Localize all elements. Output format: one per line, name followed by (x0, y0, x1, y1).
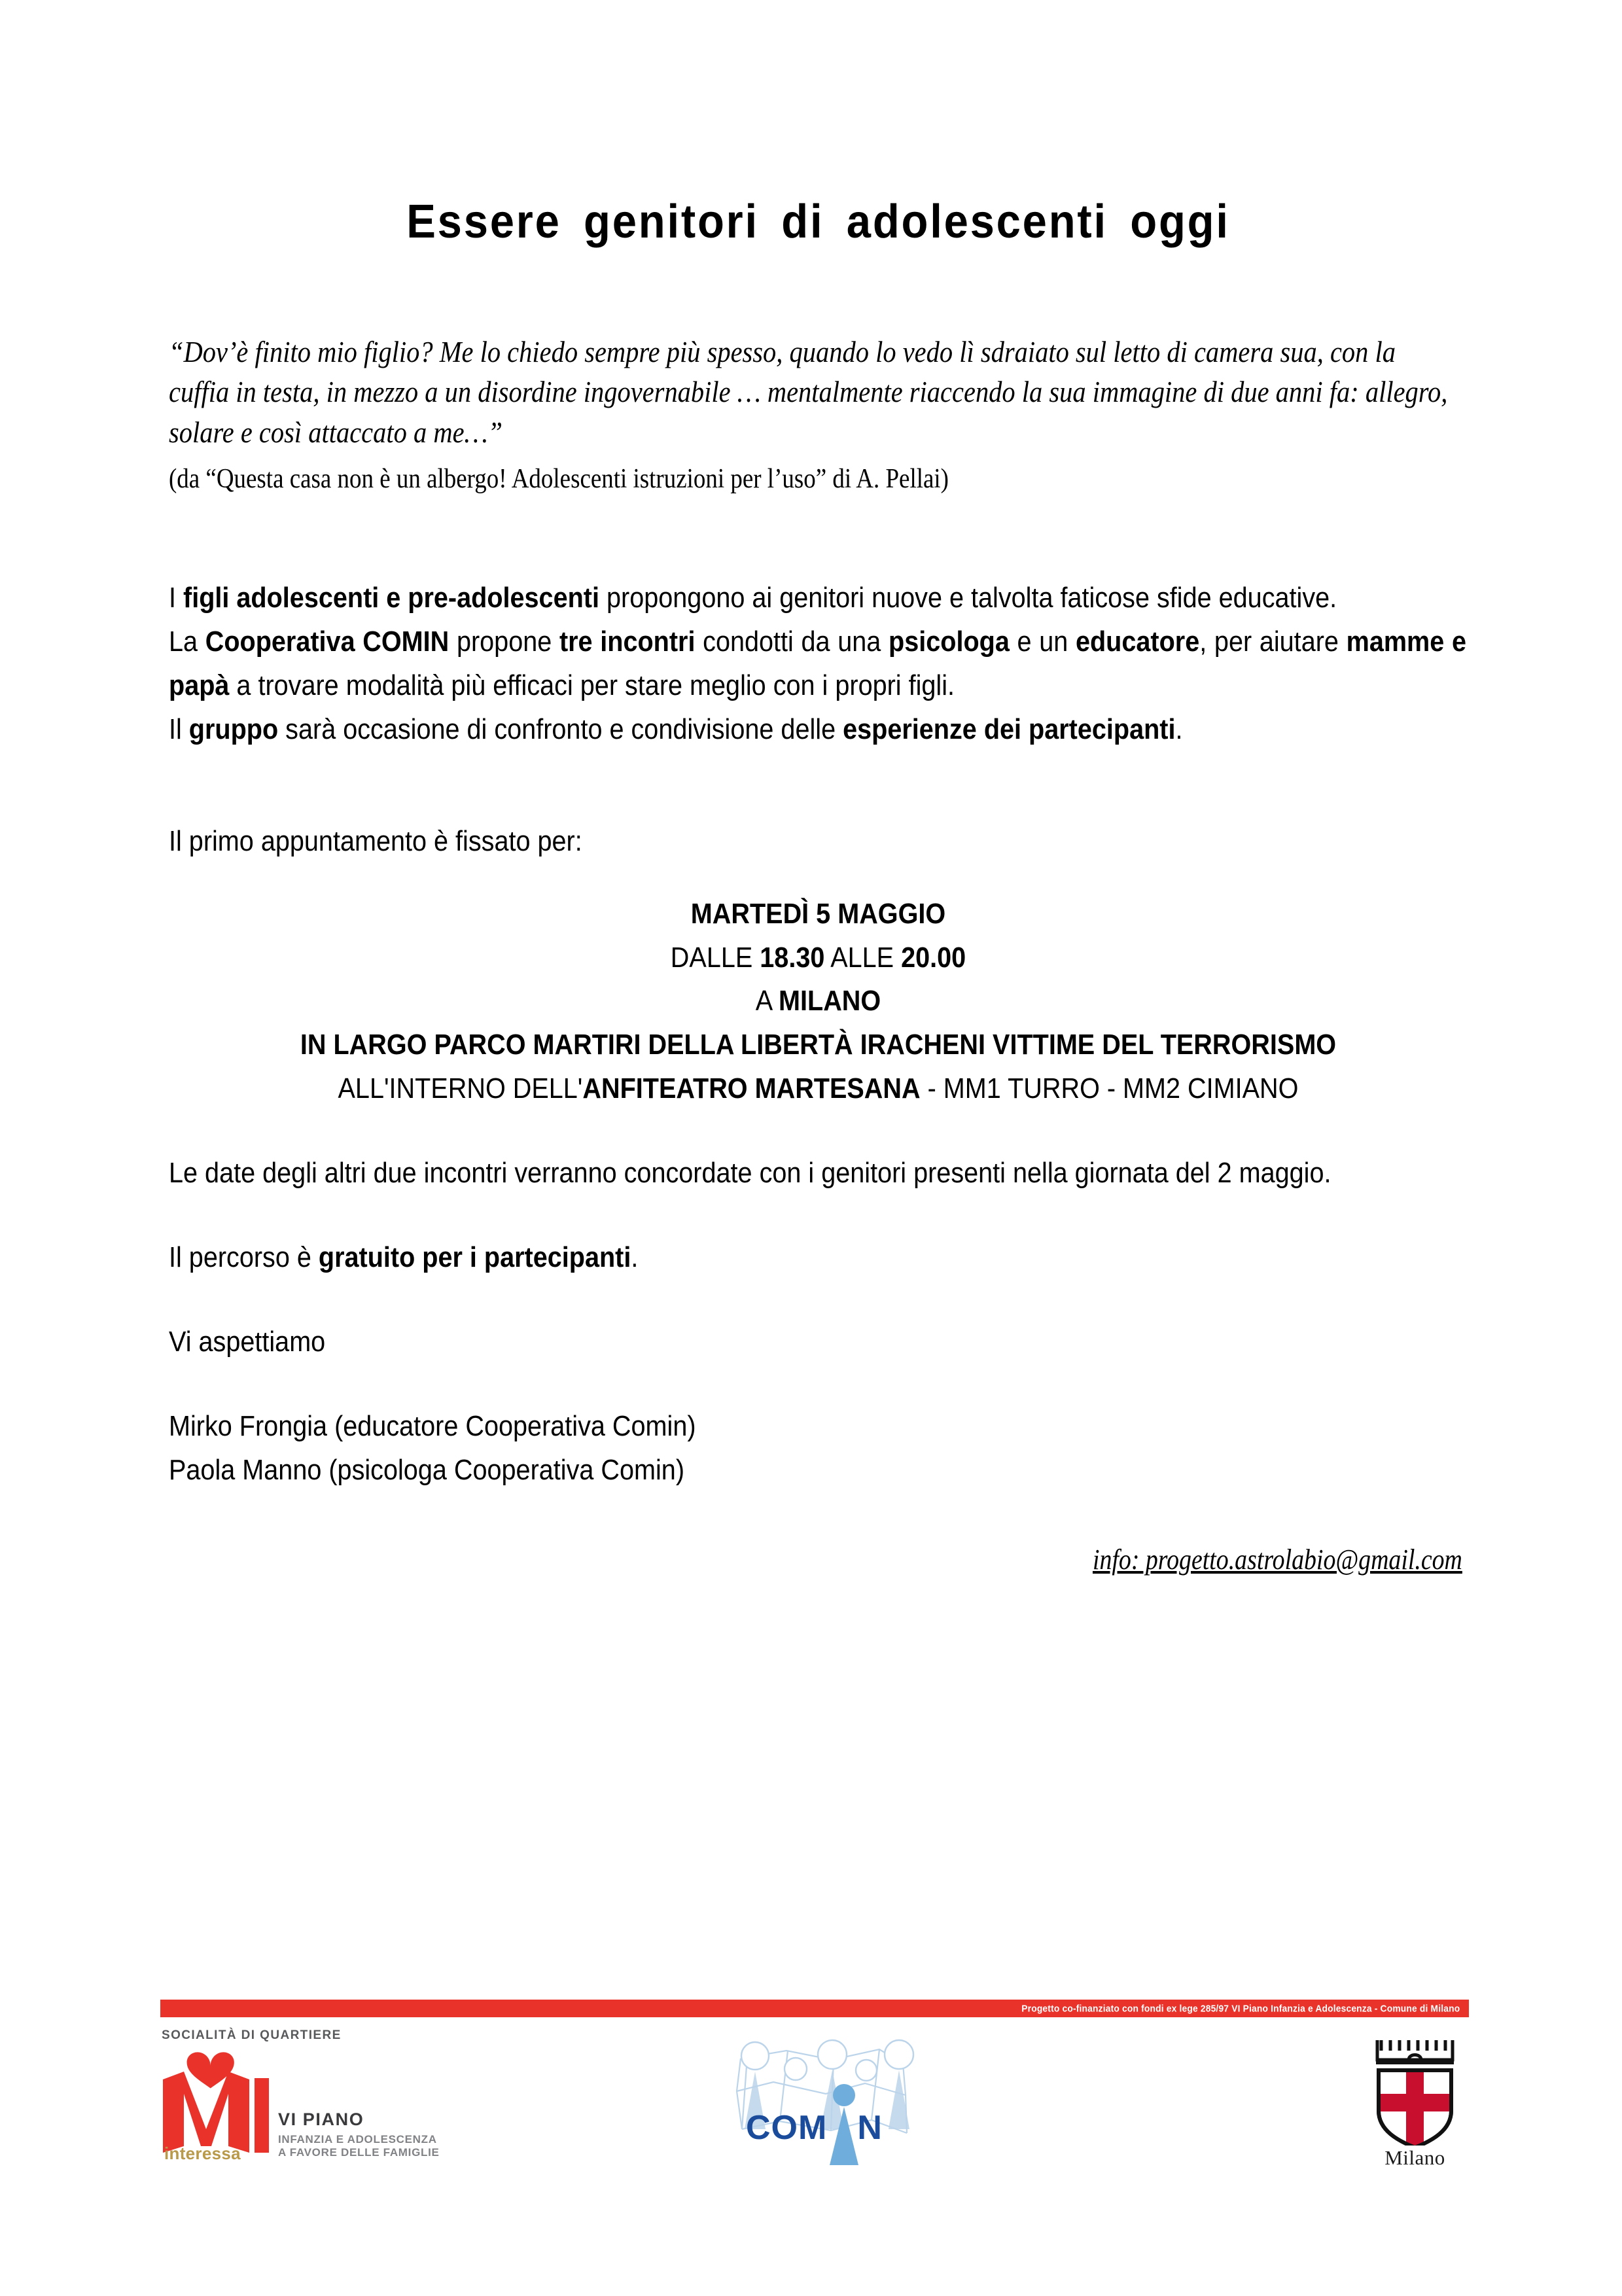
mi-plan-text (278, 2110, 448, 2160)
intro-p3-experiences: esperienze dei partecipanti (843, 713, 1176, 745)
event-details (234, 892, 1403, 1111)
quote-attribution: (da “Questa casa non è un albergo! Adolescenti istruzioni per l’uso” di A. Pellai) (169, 463, 949, 494)
event-city-prefix: A (755, 985, 779, 1017)
intro-p2-part-i: , per aiutare (1199, 626, 1347, 658)
spacer-before-closing (169, 1111, 1468, 1152)
mi-plan-title: VI PIANO (278, 2110, 364, 2129)
signature-line-1: Mirko Frongia (educatore Cooperativa Comin) (169, 1409, 696, 1442)
spacer-before-signatures (169, 1364, 1468, 1405)
event-city (234, 980, 1403, 1023)
free-participation-text (169, 1236, 1466, 1280)
signature-line-2: Paola Manno (psicologa Cooperativa Comin) (169, 1453, 685, 1486)
event-time (234, 936, 1403, 980)
event-time-end: 20.00 (901, 941, 966, 974)
intro-p2-part-g: e un (1009, 626, 1076, 658)
intro-body (169, 497, 1466, 752)
intro-p2-coop: Cooperativa COMIN (205, 626, 450, 658)
mi-monogram-icon (160, 2048, 272, 2156)
intro-p1-part-c: propongono ai genitori nuove e talvolta faticose sfide educative. (599, 582, 1337, 614)
farewell-text: Vi aspettiamo (169, 1325, 326, 1358)
mi-logo-kicker: SOCIALITÀ DI QUARTIERE (162, 2028, 342, 2042)
spacer-before-farewell (169, 1280, 1468, 1320)
milano-coat-of-arms (1358, 2031, 1472, 2175)
intro-p2-educator: educatore (1075, 626, 1200, 658)
event-date: MARTEDÌ 5 MAGGIO (690, 897, 946, 930)
mi-wordmark: interessa (164, 2144, 241, 2163)
email-link[interactable]: info: progetto.astrolabio@gmail.com (1093, 1544, 1462, 1576)
milano-caption: Milano (1384, 2146, 1445, 2169)
intro-p3-part-c: sarà occasione di confronto e condivisione delle (278, 713, 843, 745)
event-time-prefix: DALLE (670, 941, 760, 974)
free-participation-block (169, 1236, 1466, 1280)
spacer-before-appointment (169, 752, 1468, 820)
free-part-c: . (631, 1241, 639, 1273)
comin-wordmark (746, 2111, 883, 2145)
mi-plan-line-2: A FAVORE DELLE FAMIGLIE (278, 2146, 440, 2159)
funding-banner (160, 2000, 1469, 2017)
appointment-lead: Il primo appuntamento è fissato per: (169, 824, 582, 857)
document-content (169, 0, 1468, 1576)
page-title: Essere genitori di adolescenti oggi (406, 196, 1230, 248)
mi-plan-line-1: INFANZIA E ADOLESCENZA (278, 2132, 437, 2146)
other-dates-block (169, 1152, 1466, 1195)
free-part-a: Il percorso è (169, 1241, 319, 1273)
comin-word-part-2: N (857, 2109, 883, 2147)
event-time-mid: ALLE (824, 941, 902, 974)
farewell-block (169, 1320, 1466, 1364)
event-venue (234, 1067, 1403, 1111)
intro-p2-part-k: a trovare modalità più efficaci per stare meglio con i propri figli. (229, 669, 955, 702)
event-venue-prefix: ALL'INTERNO DELL' (338, 1072, 583, 1105)
intro-p3-part-e: . (1175, 713, 1183, 745)
event-venue-name: ANFITEATRO MARTESANA (582, 1072, 921, 1105)
funding-note: Progetto co-finanziato con fondi ex lege 285/97 VI Piano Infanzia e Adolescenza - Comune di Milano (1021, 2003, 1460, 2014)
intro-p3-part-a: Il (169, 713, 189, 745)
signature-block (169, 1405, 1466, 1492)
intro-p2-psychologist: psicologa (889, 626, 1010, 658)
intro-paragraph-1 (169, 576, 1466, 620)
intro-p2-part-e: condotti da una (695, 626, 889, 658)
spacer-before-event (169, 864, 1468, 892)
event-venue-suffix: - MM1 TURRO - MM2 CIMIANO (920, 1072, 1299, 1105)
intro-p2-part-c: propone (449, 626, 559, 658)
other-dates-text: Le date degli altri due incontri verranno concordate con i genitori presenti nella giornata del 2 maggio. (169, 1157, 1331, 1190)
intro-p1-emphasis: figli adolescenti e pre-adolescenti (183, 582, 599, 614)
mi-interessa-logo (160, 2028, 448, 2179)
intro-p1-part-a: I (169, 582, 184, 614)
comin-logo (728, 2031, 917, 2168)
email-row (169, 1492, 1468, 1576)
event-city-name: MILANO (779, 985, 881, 1017)
intro-paragraph-3 (169, 708, 1466, 752)
intro-p3-group: gruppo (188, 713, 279, 745)
comin-network-icon (728, 2031, 917, 2168)
intro-p2-parents: mamme e papà (169, 626, 1466, 702)
comin-word-part-1: COM (746, 2109, 828, 2147)
event-time-start: 18.30 (760, 941, 825, 974)
intro-paragraph-2 (169, 620, 1466, 708)
free-part-emphasis: gratuito per i partecipanti (318, 1241, 631, 1273)
footer (0, 1975, 1622, 2296)
milano-shield-icon (1358, 2031, 1472, 2146)
intro-p2-meetings: tre incontri (559, 626, 696, 658)
intro-p2-part-a: La (169, 626, 205, 658)
pull-quote: “Dov’è finito mio figlio? Me lo chiedo sempre più spesso, quando lo vedo lì sdraiato sul letto di camera sua, con la cuffia in testa, in mezzo a un disordine ingovernabile … mentalmente riaccendo la sua immagine di due anni fa: allegro, solare e così attaccato a me…” (169, 335, 1448, 449)
event-address: IN LARGO PARCO MARTIRI DELLA LIBERTÀ IRACHENI VITTIME DEL TERRORISMO (300, 1029, 1337, 1061)
spacer-before-free (169, 1195, 1468, 1236)
